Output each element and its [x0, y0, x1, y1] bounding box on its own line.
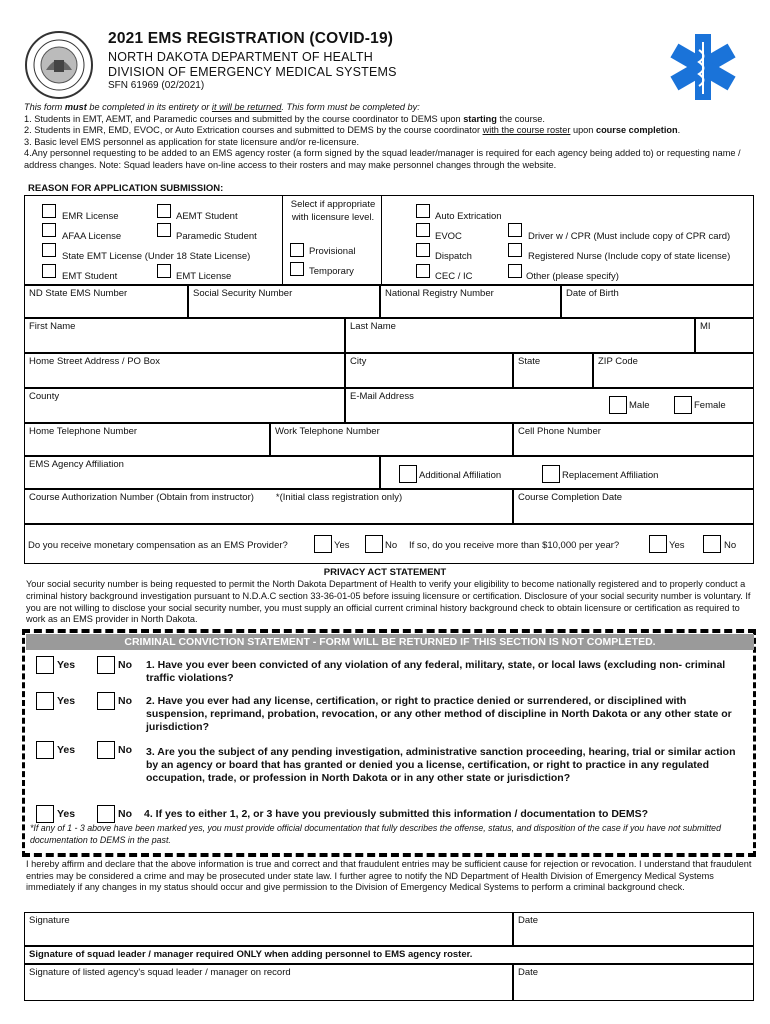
q3-no-checkbox[interactable]	[97, 741, 115, 759]
date-of-birth-field[interactable]	[561, 285, 754, 318]
replacement-affiliation-checkbox[interactable]	[542, 465, 560, 483]
course-completion-date-label: Course Completion Date	[518, 492, 623, 503]
squad-note	[24, 946, 754, 964]
criminal-heading: CRIMINAL CONVICTION STATEMENT - FORM WILL BE RETURNED IF THIS SECTION IS NOT COMPLETED.	[26, 634, 754, 650]
compensation-no-checkbox[interactable]	[365, 535, 383, 553]
dispatch-label: Dispatch	[435, 251, 472, 262]
q3-yes-checkbox[interactable]	[36, 741, 54, 759]
criminal-border-left	[22, 629, 25, 857]
temporary-checkbox[interactable]	[290, 262, 304, 276]
q3-yes-label: Yes	[57, 744, 76, 756]
paramedic-student-label: Paramedic Student	[176, 231, 257, 242]
state-seal-logo	[24, 30, 94, 100]
other-checkbox[interactable]	[508, 264, 522, 278]
aemt-student-checkbox[interactable]	[157, 204, 171, 218]
course-completion-date-field[interactable]	[513, 489, 754, 524]
temporary-label: Temporary	[309, 266, 354, 277]
form-number: SFN 61969 (02/2021)	[108, 80, 205, 91]
squad-date-label: Date	[518, 967, 539, 978]
q4-yes-label: Yes	[57, 808, 76, 820]
zip-code-field[interactable]	[593, 353, 754, 388]
squad-signature-field[interactable]	[24, 964, 513, 1001]
division-name: DIVISION OF EMERGENCY MEDICAL SYSTEMS	[108, 65, 397, 79]
auto-extrication-checkbox[interactable]	[416, 204, 430, 218]
registered-nurse-label: Registered Nurse (Include copy of state license)	[528, 251, 731, 262]
emr-license-label: EMR License	[62, 211, 119, 222]
question-4: 4. If yes to either 1, 2, or 3 have you previously submitted this information / documentation to DEMS?	[144, 808, 649, 820]
form-title: 2021 EMS REGISTRATION (COVID-19)	[108, 30, 394, 47]
privacy-text: Your social security number is being requested to permit the North Dakota Department of Health to verify your eligibility to become nationally registered and to properly conduct a criminal history background investigation pursuant to N.D.A.C section 33-36-01-05 before issuing licensure or certification. Disclosure of your social security number is voluntary. If you are not willing to disclose your social security number, you must supply an official current criminal history background check to obtain licensure or certification as required to work as an EMS provider in North Dakota.	[26, 579, 751, 625]
amount-no-label: No	[724, 540, 737, 551]
emt-student-checkbox[interactable]	[42, 264, 56, 278]
q4-yes-checkbox[interactable]	[36, 805, 54, 823]
initial-registration-note: *(Initial class registration only)	[275, 492, 403, 503]
additional-affiliation-label: Additional Affiliation	[419, 470, 502, 481]
q4-no-checkbox[interactable]	[97, 805, 115, 823]
reason-heading: REASON FOR APPLICATION SUBMISSION:	[28, 183, 224, 194]
criminal-border-top	[22, 629, 756, 633]
criminal-note: *If any of 1 - 3 above have been marked yes, you must provide official documentation that fully describes the offense, status, and disposition of the case if you have not submitted documentation to DEMS in the past.	[30, 823, 721, 845]
emr-license-checkbox[interactable]	[42, 204, 56, 218]
middle-initial-field[interactable]	[695, 318, 754, 353]
department-name: NORTH DAKOTA DEPARTMENT OF HEALTH	[108, 50, 373, 64]
work-telephone-field[interactable]	[270, 423, 513, 456]
state-label: State	[518, 356, 541, 367]
ems-agency-field[interactable]	[24, 456, 380, 489]
provisional-label: Provisional	[309, 246, 356, 257]
compensation-yes-label: Yes	[334, 540, 350, 551]
compensation-amount-question: If so, do you receive more than $10,000 per year?	[409, 540, 620, 551]
ssn-label: Social Security Number	[193, 288, 293, 299]
course-authorization-field[interactable]	[24, 489, 513, 524]
q1-no-checkbox[interactable]	[97, 656, 115, 674]
national-registry-label: National Registry Number	[385, 288, 494, 299]
national-registry-field[interactable]	[380, 285, 561, 318]
q2-yes-checkbox[interactable]	[36, 692, 54, 710]
home-telephone-field[interactable]	[24, 423, 270, 456]
home-telephone-label: Home Telephone Number	[29, 426, 138, 437]
cell-phone-field[interactable]	[513, 423, 754, 456]
state-emt-license-checkbox[interactable]	[42, 243, 56, 257]
q2-yes-label: Yes	[57, 695, 76, 707]
q2-no-checkbox[interactable]	[97, 692, 115, 710]
additional-affiliation-checkbox[interactable]	[399, 465, 417, 483]
q1-yes-checkbox[interactable]	[36, 656, 54, 674]
star-of-life-icon	[668, 32, 738, 102]
q4-no-label: No	[118, 808, 132, 820]
signature-label: Signature	[29, 915, 70, 926]
question-2: 2. Have you ever had any license, certification, or right to practice denied or surrendered, or disciplined with suspension, reprimand, probation, revocation, or any other method of discipline in North Dakota or any other state or jurisdiction?	[146, 695, 732, 733]
squad-note-text: Signature of squad leader / manager required ONLY when adding personnel to EMS agency roster.	[29, 949, 473, 960]
zip-code-label: ZIP Code	[598, 356, 638, 367]
ems-agency-label: EMS Agency Affiliation	[29, 459, 124, 470]
aemt-student-label: AEMT Student	[176, 211, 238, 222]
first-name-field[interactable]	[24, 318, 345, 353]
other-label: Other (please specify)	[526, 271, 619, 282]
city-label: City	[350, 356, 367, 367]
first-name-label: First Name	[29, 321, 76, 332]
emt-license-checkbox[interactable]	[157, 264, 171, 278]
signature-date-label: Date	[518, 915, 539, 926]
paramedic-student-checkbox[interactable]	[157, 223, 171, 237]
registered-nurse-checkbox[interactable]	[508, 243, 522, 257]
last-name-field[interactable]	[345, 318, 695, 353]
work-telephone-label: Work Telephone Number	[275, 426, 380, 437]
evoc-checkbox[interactable]	[416, 223, 430, 237]
last-name-label: Last Name	[350, 321, 396, 332]
cell-phone-label: Cell Phone Number	[518, 426, 601, 437]
compensation-no-label: No	[385, 540, 398, 551]
driver-cpr-checkbox[interactable]	[508, 223, 522, 237]
nd-ems-number-label: ND State EMS Number	[29, 288, 128, 299]
nd-ems-number-field[interactable]	[24, 285, 188, 318]
afaa-license-label: AFAA License	[62, 231, 122, 242]
female-checkbox[interactable]	[674, 396, 692, 414]
ssn-field[interactable]	[188, 285, 380, 318]
signature-field[interactable]	[24, 912, 513, 946]
amount-no-checkbox[interactable]	[703, 535, 721, 553]
q3-no-label: No	[118, 744, 132, 756]
squad-date-field[interactable]	[513, 964, 754, 1001]
q2-no-label: No	[118, 695, 132, 707]
city-field[interactable]	[345, 353, 513, 388]
home-address-field[interactable]	[24, 353, 345, 388]
question-3: 3. Are you the subject of any pending investigation, administrative sanction proceeding, hearing, trial or similar action by an agency or board that has granted or denied you a license, certification, or right to practice in any regulated occupation, trade, or profession in North Dakota or in any other state or jurisdiction?	[146, 746, 736, 784]
home-address-label: Home Street Address / PO Box	[29, 356, 160, 367]
date-of-birth-label: Date of Birth	[566, 288, 619, 299]
question-1: 1. Have you ever been convicted of any violation of any federal, military, state, or local laws (excluding non- criminal traffic violations?	[146, 659, 726, 684]
compensation-yes-checkbox[interactable]	[314, 535, 332, 553]
state-field[interactable]	[513, 353, 593, 388]
state-emt-license-label: State EMT License (Under 18 State License)	[62, 251, 251, 262]
q1-yes-label: Yes	[57, 659, 76, 671]
dispatch-checkbox[interactable]	[416, 243, 430, 257]
squad-signature-label: Signature of listed agency's squad leader / manager on record	[29, 967, 291, 978]
amount-yes-label: Yes	[669, 540, 685, 551]
middle-initial-label: MI	[700, 321, 711, 332]
provisional-checkbox[interactable]	[290, 243, 304, 257]
email-label: E-Mail Address	[350, 391, 414, 402]
county-field[interactable]	[24, 388, 345, 423]
afaa-license-checkbox[interactable]	[42, 223, 56, 237]
emt-license-label: EMT License	[176, 271, 232, 282]
signature-date-field[interactable]	[513, 912, 754, 946]
amount-yes-checkbox[interactable]	[649, 535, 667, 553]
replacement-affiliation-label: Replacement Affiliation	[562, 470, 659, 481]
county-label: County	[29, 391, 60, 402]
evoc-label: EVOC	[435, 231, 462, 242]
driver-cpr-label: Driver w / CPR (Must include copy of CPR card)	[528, 231, 731, 242]
cec-ic-label: CEC / IC	[435, 271, 473, 282]
male-checkbox[interactable]	[609, 396, 627, 414]
email-field[interactable]	[345, 388, 754, 423]
criminal-border-bottom	[22, 853, 756, 857]
intro-instructions: This form must be completed in its entirety or it will be returned. This form must be completed by: 1. Students in EMT, AEMT, and Paramedic courses and submitted by the course coordinator to DEMS upon starting the course. 2. Students in EMR, EMD, EVOC, or Auto Extrication courses and submitted to DEMS by the course coordinator with the course roster upon course completion. 3. Basic level EMS personnel as application for state licensure and/or re-licensure. 4.Any personnel requesting to be added to an EMS agency roster (a form signed by the squad leader/manager is required for each agency being added to) or requesting name / address changes. Note: Squad leaders have on-line access to their rosters and may make personnel changes through the website.	[24, 102, 741, 170]
emt-student-label: EMT Student	[62, 271, 118, 282]
privacy-heading: PRIVACY ACT STATEMENT	[323, 567, 447, 578]
auto-extrication-label: Auto Extrication	[435, 211, 502, 222]
cec-ic-checkbox[interactable]	[416, 264, 430, 278]
female-label: Female	[694, 400, 726, 411]
criminal-border-right	[753, 629, 756, 857]
q1-no-label: No	[118, 659, 132, 671]
course-authorization-label: Course Authorization Number (Obtain from instructor)	[29, 492, 254, 503]
select-note: Select if appropriate with licensure level.	[290, 199, 376, 223]
male-label: Male	[629, 400, 650, 411]
affirmation-text: I hereby affirm and declare that the above information is true and correct and that fraudulent entries may be sufficient cause for rejection or revocation. I understand that fraudulent entries may be considered a crime and may be prosecuted under state law. I further agree to notify the ND Department of Health Division of Emergency Medical Systems immediately if any changes in my status should occur and give permission to the Division of Emergency Medical Systems to perform a criminal background check.	[26, 859, 752, 893]
compensation-question: Do you receive monetary compensation as an EMS Provider?	[28, 540, 288, 551]
